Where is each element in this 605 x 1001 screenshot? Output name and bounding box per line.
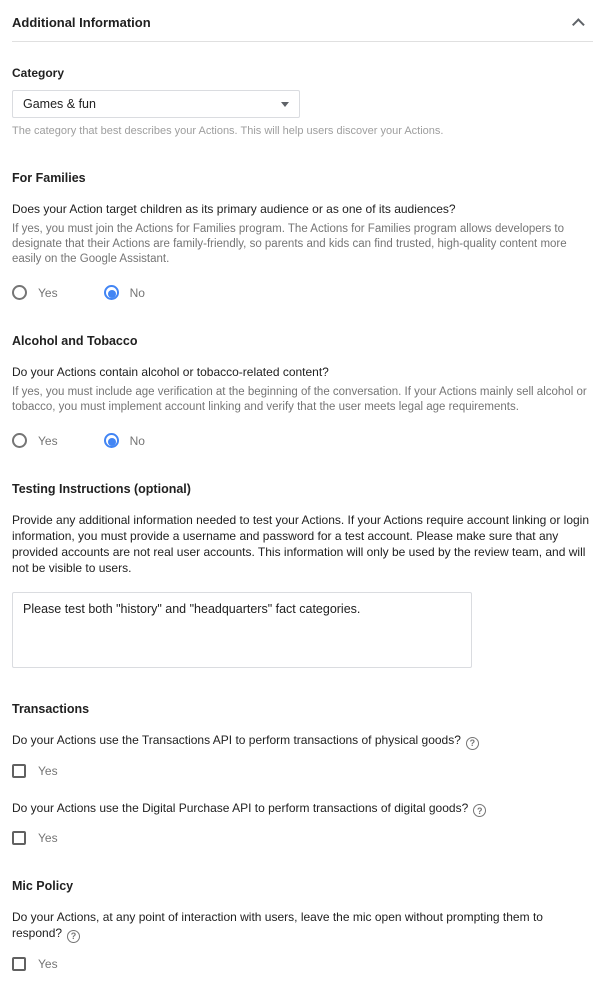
alcohol-tobacco-radio-no-label: No [129,433,145,448]
alcohol-tobacco-radio-group [12,433,593,448]
category-block [12,66,593,137]
category-select[interactable] [12,90,300,118]
testing-instructions-input[interactable] [12,592,472,668]
category-label: Category [12,66,65,80]
mic-policy-question-text: Do your Actions, at any point of interaction with users, leave the mic open without prompting them to respond? [12,910,543,940]
alcohol-tobacco-helper-text: If yes, you must include age verification at the beginning of the conversation. If your Actions mainly sell alcohol or tobacco, you must implement account linking and verify that the user meets legal age requirements. [12,386,587,413]
transactions-digital-question-text: Do your Actions use the Digital Purchase API to perform transactions of digital goods? [12,800,469,815]
for-families-helper-text: If yes, you must join the Actions for Families program. The Actions for Families program allows developers to designate that their Actions are family-friendly, so parents and kids can find trusted, high-quality content more easily on the Google Assistant. [12,223,567,265]
for-families-radio-group [12,285,593,300]
for-families-option-no [104,285,145,300]
for-families-radio-no[interactable] [104,285,119,300]
for-families-option-yes [12,285,58,300]
transactions-physical-question [12,732,593,750]
for-families-radio-no-label: No [129,285,145,300]
transactions-digital-question [12,800,593,818]
alcohol-tobacco-radio-no[interactable] [104,433,119,448]
alcohol-tobacco-radio-yes[interactable] [12,433,27,448]
alcohol-tobacco-block [12,334,593,448]
section-header [12,0,593,42]
for-families-radio-yes-label: Yes [38,285,58,300]
collapse-chevron-icon[interactable] [572,18,585,31]
testing-instructions-block [12,482,593,668]
transactions-digital-checkbox[interactable] [12,831,26,845]
transactions-physical-question-text: Do your Actions use the Transactions API to perform transactions of physical goods? [12,733,461,747]
alcohol-tobacco-option-no [104,433,145,448]
help-icon[interactable]: ? [473,804,486,817]
transactions-physical-checkbox[interactable] [12,764,26,778]
alcohol-tobacco-question: Do your Actions contain alcohol or tobacco-related content? [12,365,329,379]
category-select-value: Games & fun [23,97,96,111]
help-icon[interactable]: ? [67,930,80,943]
alcohol-tobacco-option-yes [12,433,58,448]
page-title: Additional Information [12,15,151,30]
category-helper-text: The category that best describes your Actions. This will help users discover your Actions. [12,125,444,137]
help-icon[interactable]: ? [466,737,479,750]
mic-policy-heading: Mic Policy [12,879,74,893]
mic-policy-checkbox-label: Yes [38,956,58,971]
for-families-heading: For Families [12,171,86,185]
transactions-digital-checkbox-label: Yes [38,831,58,845]
alcohol-tobacco-radio-yes-label: Yes [38,433,58,448]
mic-policy-checkbox-row [12,957,593,971]
transactions-heading: Transactions [12,702,90,716]
alcohol-tobacco-heading: Alcohol and Tobacco [12,334,138,348]
transactions-physical-checkbox-row [12,764,593,778]
transactions-digital-checkbox-row [12,831,593,845]
testing-instructions-description: Provide any additional information needed to test your Actions. If your Actions require account linking or login information, you must provide a username and password for a test account. Please make sure that any provided accounts are not real user accounts. This information will only be used by the review team, and will not be visible to users. [12,513,590,575]
for-families-block [12,171,593,300]
for-families-question: Does your Action target children as its primary audience or as one of its audiences? [12,202,456,216]
mic-policy-checkbox[interactable] [12,957,26,971]
transactions-block [12,702,593,845]
mic-policy-block [12,879,593,971]
dropdown-arrow-icon [281,102,289,107]
mic-policy-question [12,909,593,943]
transactions-physical-checkbox-label: Yes [38,763,58,778]
for-families-radio-yes[interactable] [12,285,27,300]
testing-instructions-heading: Testing Instructions (optional) [12,482,191,496]
